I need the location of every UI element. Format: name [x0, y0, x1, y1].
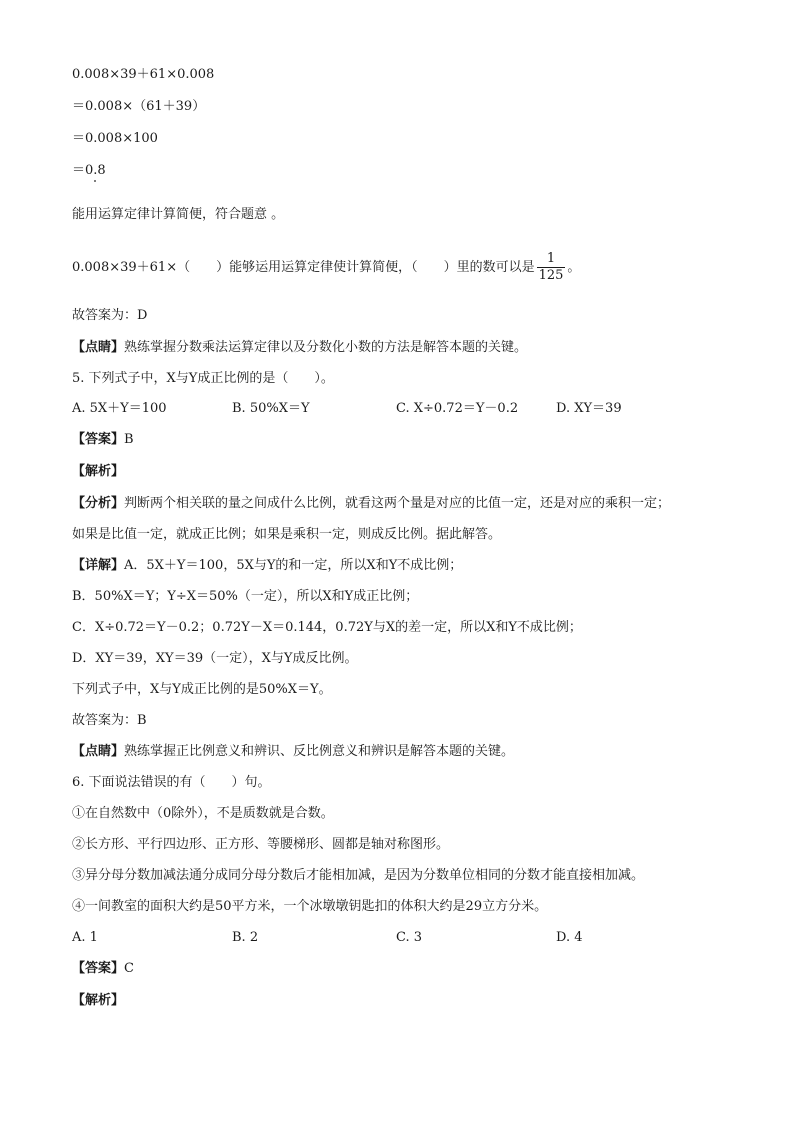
dianjing-text: 熟练掌握分数乘法运算定律以及分数化小数的方法是解答本题的关键。: [124, 340, 528, 355]
fraction-denominator: 125: [538, 268, 564, 283]
q6-answer: [72, 960, 134, 978]
q6-jiexi: 【解析】: [72, 993, 125, 1008]
q6-option-c: C. 3: [396, 930, 423, 945]
q5-xiangjie-c: C．X÷0.72＝Y－0.2；0.72Y－X＝0.144，0.72Y与X的差一定，所以X和Y不成比例；: [72, 620, 582, 635]
q5-xiangjie-d: D．XY＝39，XY＝39（一定），X与Y成反比例。: [72, 651, 358, 666]
xiangjie-tag: 【详解】: [72, 558, 125, 573]
calc-line-1: 0.008×39＋61×0.008: [72, 67, 215, 82]
q6-statement-4: ④一间教室的面积大约是50平方米，一个冰墩墩钥匙扣的体积大约是29立方分米。: [72, 899, 548, 914]
answer-value: B: [124, 432, 134, 447]
q5-question: 5. 下列式子中，X与Y成正比例的是（ ）。: [72, 371, 334, 386]
q5-xiangjie-a: [72, 557, 462, 575]
q6-option-b: B. 2: [232, 930, 259, 945]
q4-dianjing: [72, 339, 527, 357]
dianjing-tag: 【点睛】: [72, 340, 125, 355]
q5-fenxi-cont: 如果是比值一定，就成正比例；如果是乘积一定，则成反比例。据此解答。: [72, 527, 502, 542]
q5-option-d: D. XY＝39: [556, 401, 622, 416]
stray-mark: [94, 180, 96, 182]
q4-statement-end: 。: [567, 260, 581, 275]
dianjing-tag: 【点睛】: [72, 744, 125, 759]
q5-option-a: A. 5X＋Y＝100: [72, 401, 167, 416]
calc-line-3: ＝0.008×100: [72, 131, 158, 146]
calc-line-2: ＝0.008×（61＋39）: [72, 99, 206, 114]
dianjing-text: 熟练掌握正比例意义和辨识、反比例意义和辨识是解答本题的关键。: [124, 744, 515, 759]
q5-final: 故答案为：B: [72, 713, 147, 728]
xiangjie-a-text: A．5X＋Y＝100，5X与Y的和一定，所以X和Y不成比例；: [124, 558, 463, 573]
q5-answer: [72, 431, 134, 449]
q5-dianjing: [72, 743, 514, 761]
q5-option-c: C. X÷0.72＝Y－0.2: [396, 401, 519, 416]
q6-option-d: D. 4: [556, 930, 583, 945]
fenxi-text-1: 判断两个相关联的量之间成什么比例，就看这两个量是对应的比值一定，还是对应的乘积一定；: [124, 496, 671, 511]
q5-option-b: B. 50%X＝Y: [232, 401, 310, 416]
fraction: [537, 251, 566, 284]
q4-statement-text: 0.008×39＋61×（ ）能够运用运算定律使计算简便，（ ）里的数可以是: [72, 260, 535, 275]
answer-tag: 【答案】: [72, 432, 125, 447]
q6-question: 6. 下面说法错误的有（ ）句。: [72, 775, 271, 790]
q6-statement-3: ③异分母分数加减法通分成同分母分数后才能相加减，是因为分数单位相同的分数才能直接相加减。: [72, 868, 645, 883]
q6-statement-1: ①在自然数中（0除外），不是质数就是合数。: [72, 806, 334, 821]
fraction-numerator: 1: [537, 251, 566, 268]
q5-fenxi: [72, 495, 670, 513]
q5-conclusion: 下列式子中，X与Y成正比例的是50%X＝Y。: [72, 682, 332, 697]
q5-xiangjie-b: B．50%X＝Y；Y÷X＝50%（一定），所以X和Y成正比例；: [72, 589, 419, 604]
fenxi-tag: 【分析】: [72, 496, 125, 511]
q6-option-a: A. 1: [72, 930, 98, 945]
q5-jiexi: 【解析】: [72, 464, 125, 479]
q4-statement: [72, 250, 580, 286]
answer-value: C: [124, 961, 134, 976]
q4-answer: 故答案为：D: [72, 308, 148, 323]
q4-note: 能用运算定律计算简便，符合题意 。: [72, 207, 285, 222]
calc-line-4: ＝0.8: [72, 163, 106, 178]
answer-tag: 【答案】: [72, 961, 125, 976]
q6-statement-2: ②长方形、平行四边形、正方形、等腰梯形、圆都是轴对称图形。: [72, 837, 450, 852]
